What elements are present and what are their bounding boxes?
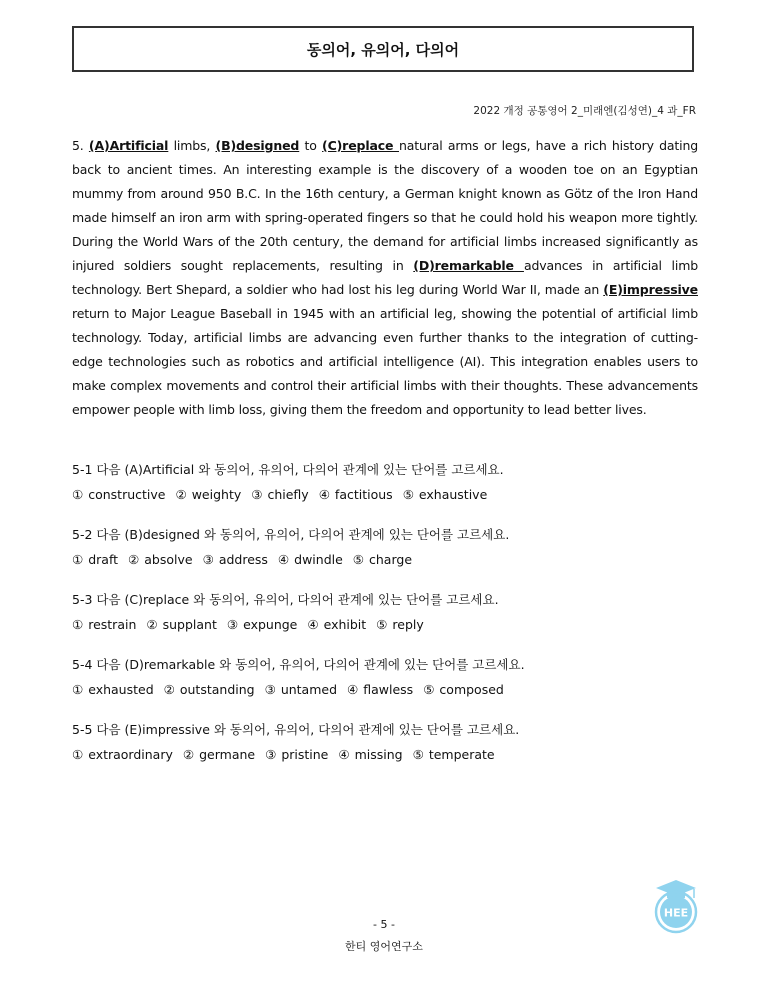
option-word: dwindle xyxy=(294,552,343,567)
option-4[interactable] xyxy=(338,747,402,762)
option-4[interactable] xyxy=(307,617,366,632)
option-word: factitious xyxy=(334,487,393,502)
option-list xyxy=(72,487,712,502)
option-word: absolve xyxy=(144,552,193,567)
question-5-2 xyxy=(72,525,712,567)
option-number: ① xyxy=(72,682,84,697)
option-5[interactable] xyxy=(423,682,504,697)
option-number: ④ xyxy=(318,487,330,502)
document-title: 동의어, 유의어, 다의어 xyxy=(306,40,460,59)
option-word: composed xyxy=(439,682,504,697)
option-word: pristine xyxy=(281,747,329,762)
option-1[interactable] xyxy=(72,487,165,502)
option-number: ④ xyxy=(307,617,319,632)
option-2[interactable] xyxy=(164,682,255,697)
option-2[interactable] xyxy=(183,747,255,762)
option-number: ① xyxy=(72,617,84,632)
option-list xyxy=(72,747,712,762)
option-3[interactable] xyxy=(265,747,328,762)
option-word: restrain xyxy=(88,617,137,632)
passage-text-5: return to Major League Baseball in 1945 with an artificial leg, showing the potential of artificial limb technology. Today, artificial limbs are advancing even further thanks to the integration of cutting-edge technologies such as robotics and artificial intelligence (AI). This integration enables users to make complex movements and control their artificial limbs with their thoughts. These advancements empower people with limb loss, giving them the freedom and opportunity to lead better lives. xyxy=(72,306,698,417)
marked-word-a: (A)Artificial xyxy=(88,138,169,153)
option-word: extraordinary xyxy=(88,747,173,762)
option-3[interactable] xyxy=(251,487,308,502)
option-word: flawless xyxy=(363,682,414,697)
option-number: ⑤ xyxy=(352,552,365,567)
question-prompt: 5-4 다음 (D)remarkable 와 동의어, 유의어, 다의어 관계에 있는 단어를 고르세요. xyxy=(72,657,525,672)
option-1[interactable] xyxy=(72,747,173,762)
option-number: ② xyxy=(175,487,187,502)
option-word: exhaustive xyxy=(418,487,488,502)
footer-organization: 한티 영어연구소 xyxy=(345,940,423,953)
document-title-box xyxy=(72,26,694,72)
option-number: ③ xyxy=(226,617,239,632)
option-word: chiefly xyxy=(267,487,309,502)
option-3[interactable] xyxy=(227,617,298,632)
passage-text-4: advances in artificial limb technology. Bert Shepard, a soldier who had lost his leg during World War II, made an xyxy=(72,258,699,297)
question-prompt: 5-5 다음 (E)impressive 와 동의어, 유의어, 다의어 관계에 있는 단어를 고르세요. xyxy=(72,722,520,737)
question-prompt: 5-3 다음 (C)replace 와 동의어, 유의어, 다의어 관계에 있는 단어를 고르세요. xyxy=(72,592,499,607)
option-number: ④ xyxy=(277,552,290,567)
option-number: ③ xyxy=(251,487,263,502)
option-number: ② xyxy=(146,617,158,632)
option-number: ① xyxy=(72,487,84,502)
option-4[interactable] xyxy=(319,487,393,502)
passage-text-3: natural arms or legs, have a rich history dating back to ancient times. An interesting example is the discovery of a wooden toe on an Egyptian mummy from around 950 B.C. In the 16th century, a German knight known as Götz of the Iron Hand made himself an iron arm with spring-operated fingers so that he could hold his weapon more tightly. During the World Wars of the 20th century, the demand for artificial limbs increased significantly as injured soldiers sought replacements, resulting in xyxy=(72,138,699,273)
option-3[interactable] xyxy=(265,682,337,697)
option-4[interactable] xyxy=(278,552,343,567)
marked-word-b: (B)designed xyxy=(215,138,300,153)
graduation-cap-icon xyxy=(656,880,696,898)
option-number: ② xyxy=(163,682,175,697)
page-number: - 5 - xyxy=(373,918,395,931)
question-5-4 xyxy=(72,655,712,697)
question-5-3 xyxy=(72,590,712,632)
passage xyxy=(72,134,698,422)
option-2[interactable] xyxy=(128,552,193,567)
option-word: draft xyxy=(88,552,119,567)
passage-number: 5. xyxy=(72,138,84,153)
option-number: ④ xyxy=(347,682,359,697)
option-word: reply xyxy=(392,617,424,632)
option-number: ⑤ xyxy=(412,747,424,762)
option-1[interactable] xyxy=(72,552,118,567)
option-number: ① xyxy=(72,552,84,567)
option-list xyxy=(72,617,712,632)
marked-word-e: (E)impressive xyxy=(603,282,698,297)
option-2[interactable] xyxy=(146,617,216,632)
option-word: exhibit xyxy=(323,617,367,632)
source-label: 2022 개정 공통영어 2_미래엔(김성연)_4 과_FR xyxy=(473,105,696,117)
option-word: constructive xyxy=(88,487,166,502)
question-prompt: 5-1 다음 (A)Artificial 와 동의어, 유의어, 다의어 관계에 있는 단어를 고르세요. xyxy=(72,462,504,477)
option-number: ③ xyxy=(264,682,276,697)
option-word: missing xyxy=(354,747,403,762)
option-word: temperate xyxy=(428,747,495,762)
marked-word-d: (D)remarkable xyxy=(413,258,524,273)
question-5-5 xyxy=(72,720,712,762)
option-2[interactable] xyxy=(175,487,241,502)
option-5[interactable] xyxy=(353,552,412,567)
option-5[interactable] xyxy=(403,487,488,502)
option-3[interactable] xyxy=(203,552,268,567)
option-number: ④ xyxy=(338,747,350,762)
option-list xyxy=(72,552,712,567)
option-number: ③ xyxy=(202,552,214,567)
option-word: exhausted xyxy=(88,682,154,697)
question-5-1 xyxy=(72,460,712,502)
option-4[interactable] xyxy=(347,682,413,697)
option-1[interactable] xyxy=(72,617,136,632)
option-5[interactable] xyxy=(413,747,495,762)
option-word: charge xyxy=(369,552,413,567)
option-word: address xyxy=(218,552,268,567)
option-word: untamed xyxy=(280,682,338,697)
option-number: ① xyxy=(72,747,84,762)
option-word: weighty xyxy=(191,487,242,502)
option-number: ⑤ xyxy=(376,617,388,632)
option-word: supplant xyxy=(162,617,217,632)
option-number: ② xyxy=(128,552,140,567)
option-5[interactable] xyxy=(376,617,424,632)
option-list xyxy=(72,682,712,697)
passage-text-2: to xyxy=(299,138,323,153)
marked-word-c: (C)replace xyxy=(322,138,399,153)
passage-text-1: limbs, xyxy=(168,138,216,153)
option-number: ③ xyxy=(265,747,277,762)
question-prompt: 5-2 다음 (B)designed 와 동의어, 유의어, 다의어 관계에 있는 단어를 고르세요. xyxy=(72,527,510,542)
option-word: germane xyxy=(199,747,256,762)
option-number: ⑤ xyxy=(423,682,435,697)
option-word: expunge xyxy=(243,617,298,632)
option-number: ② xyxy=(182,747,195,762)
option-word: outstanding xyxy=(179,682,255,697)
option-number: ⑤ xyxy=(402,487,414,502)
logo-text: HEE xyxy=(663,906,689,920)
option-1[interactable] xyxy=(72,682,154,697)
